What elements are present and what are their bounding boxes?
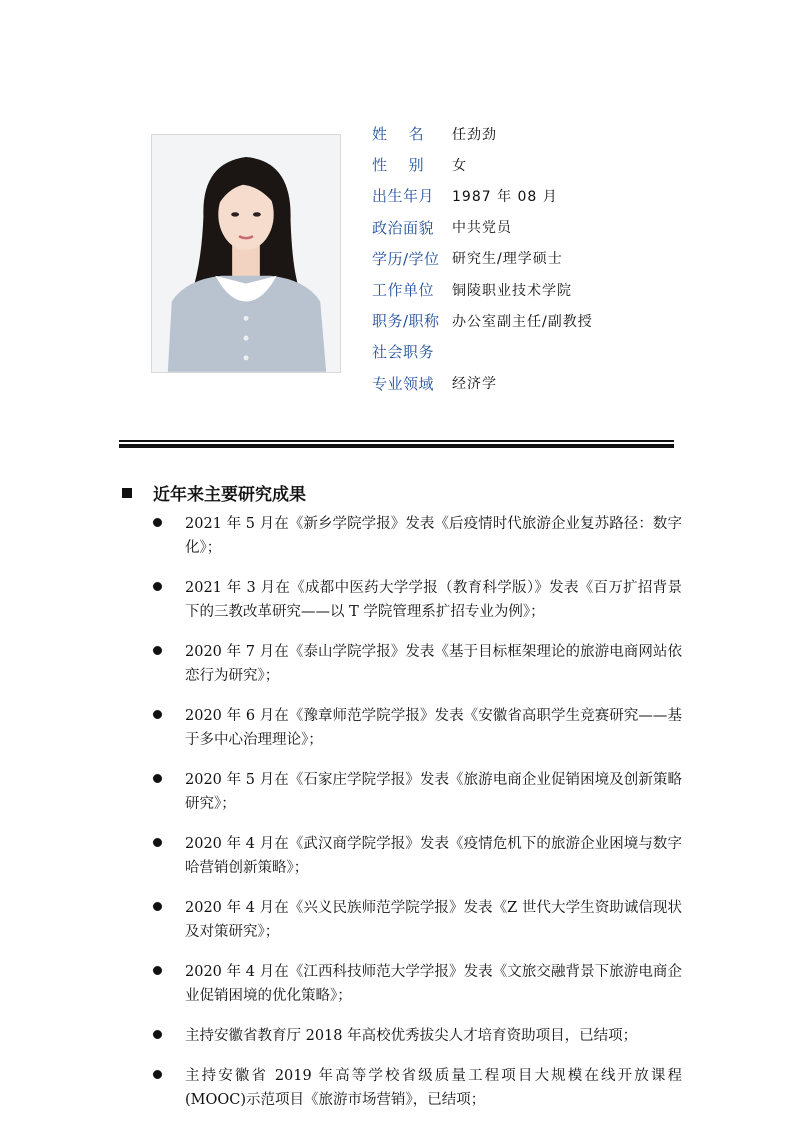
portrait-image — [152, 135, 340, 372]
list-item — [152, 704, 682, 752]
workplace-label: 工作单位 — [372, 281, 435, 300]
list-item-text: 2020 年 5 月在《石家庄学院学报》发表《旅游电商企业促销困境及创新策略研究》； — [185, 772, 682, 812]
bullet-icon — [153, 518, 162, 527]
bullet-icon — [153, 646, 162, 655]
square-bullet-icon — [122, 488, 132, 498]
section-heading — [122, 480, 306, 505]
list-item-text: 2020 年 6 月在《豫章师范学院学报》发表《安徽省高职学生竞赛研究——基于多中心治理理论》； — [185, 708, 682, 748]
divider-thin — [119, 440, 674, 442]
list-item — [152, 1064, 682, 1112]
education-value: 研究生/理学硕士 — [452, 251, 563, 268]
birth-value: 1987 年 08 月 — [452, 188, 558, 205]
list-item-text: 2021 年 3 月在《成都中医药大学学报（教育科学版）》发表《百万扩招背景下的三教改革研究——以 T 学院管理系扩招专业为例》； — [185, 580, 682, 620]
bullet-icon — [153, 774, 162, 783]
bullet-icon — [153, 710, 162, 719]
list-item — [152, 576, 682, 624]
info-row-position — [372, 305, 593, 336]
bullet-icon — [153, 966, 162, 975]
list-item-text: 主持安徽省 2019 年高等学校省级质量工程项目大规模在线开放课程(MOOC)示范项目《旅游市场营销》，已结项； — [185, 1068, 682, 1108]
section-title: 近年来主要研究成果 — [153, 485, 306, 505]
info-row-politics — [372, 212, 593, 243]
name-value: 任劲劲 — [452, 126, 497, 143]
birth-label: 出生年月 — [372, 187, 435, 206]
list-item — [152, 640, 682, 688]
info-row-name — [372, 118, 593, 149]
politics-label: 政治面貌 — [372, 218, 435, 237]
gender-value: 女 — [452, 157, 467, 174]
list-item-text: 2020 年 4 月在《江西科技师范大学学报》发表《文旅交融背景下旅游电商企业促销困境的优化策略》； — [185, 964, 682, 1004]
bullet-icon — [153, 582, 162, 591]
field-label: 专业领域 — [372, 374, 435, 393]
position-value: 办公室副主任/副教授 — [452, 313, 593, 330]
list-item-text: 2020 年 7 月在《泰山学院学报》发表《基于目标框架理论的旅游电商网站依恋行为研究》； — [185, 644, 682, 684]
info-row-field — [372, 368, 593, 399]
profile-info — [372, 118, 593, 399]
profile-photo — [151, 134, 341, 373]
bullet-icon — [153, 902, 162, 911]
list-item-text: 2020 年 4 月在《兴义民族师范学院学报》发表《Z 世代大学生资助诚信现状及对策研究》； — [185, 900, 682, 940]
bullet-icon — [153, 1070, 162, 1079]
info-row-education — [372, 243, 593, 274]
field-value: 经济学 — [452, 376, 497, 393]
workplace-value: 铜陵职业技术学院 — [452, 282, 572, 299]
info-row-social-role — [372, 336, 593, 367]
list-item-text: 主持安徽省教育厅 2018 年高校优秀拔尖人才培育资助项目，已结项； — [185, 1028, 638, 1044]
name-label: 姓 名 — [372, 125, 425, 144]
list-item — [152, 768, 682, 816]
list-item — [152, 960, 682, 1008]
info-row-birth — [372, 180, 593, 211]
info-row-gender — [372, 149, 593, 180]
politics-value: 中共党员 — [452, 220, 512, 237]
gender-label: 性 别 — [372, 156, 425, 175]
divider-thick — [119, 444, 674, 448]
list-item — [152, 896, 682, 944]
list-item-text: 2020 年 4 月在《武汉商学院学报》发表《疫情危机下的旅游企业困境与数字哈营销创新策略》； — [185, 836, 682, 876]
info-row-workplace — [372, 274, 593, 305]
list-item — [152, 1024, 682, 1048]
list-item — [152, 832, 682, 880]
position-label: 职务/职称 — [372, 312, 440, 331]
achievement-list — [152, 512, 682, 1128]
education-label: 学历/学位 — [372, 249, 440, 268]
social-role-label: 社会职务 — [372, 343, 435, 362]
list-item — [152, 512, 682, 560]
bullet-icon — [153, 838, 162, 847]
list-item-text: 2021 年 5 月在《新乡学院学报》发表《后疫情时代旅游企业复苏路径：数字化》； — [185, 516, 682, 556]
bullet-icon — [153, 1030, 162, 1039]
